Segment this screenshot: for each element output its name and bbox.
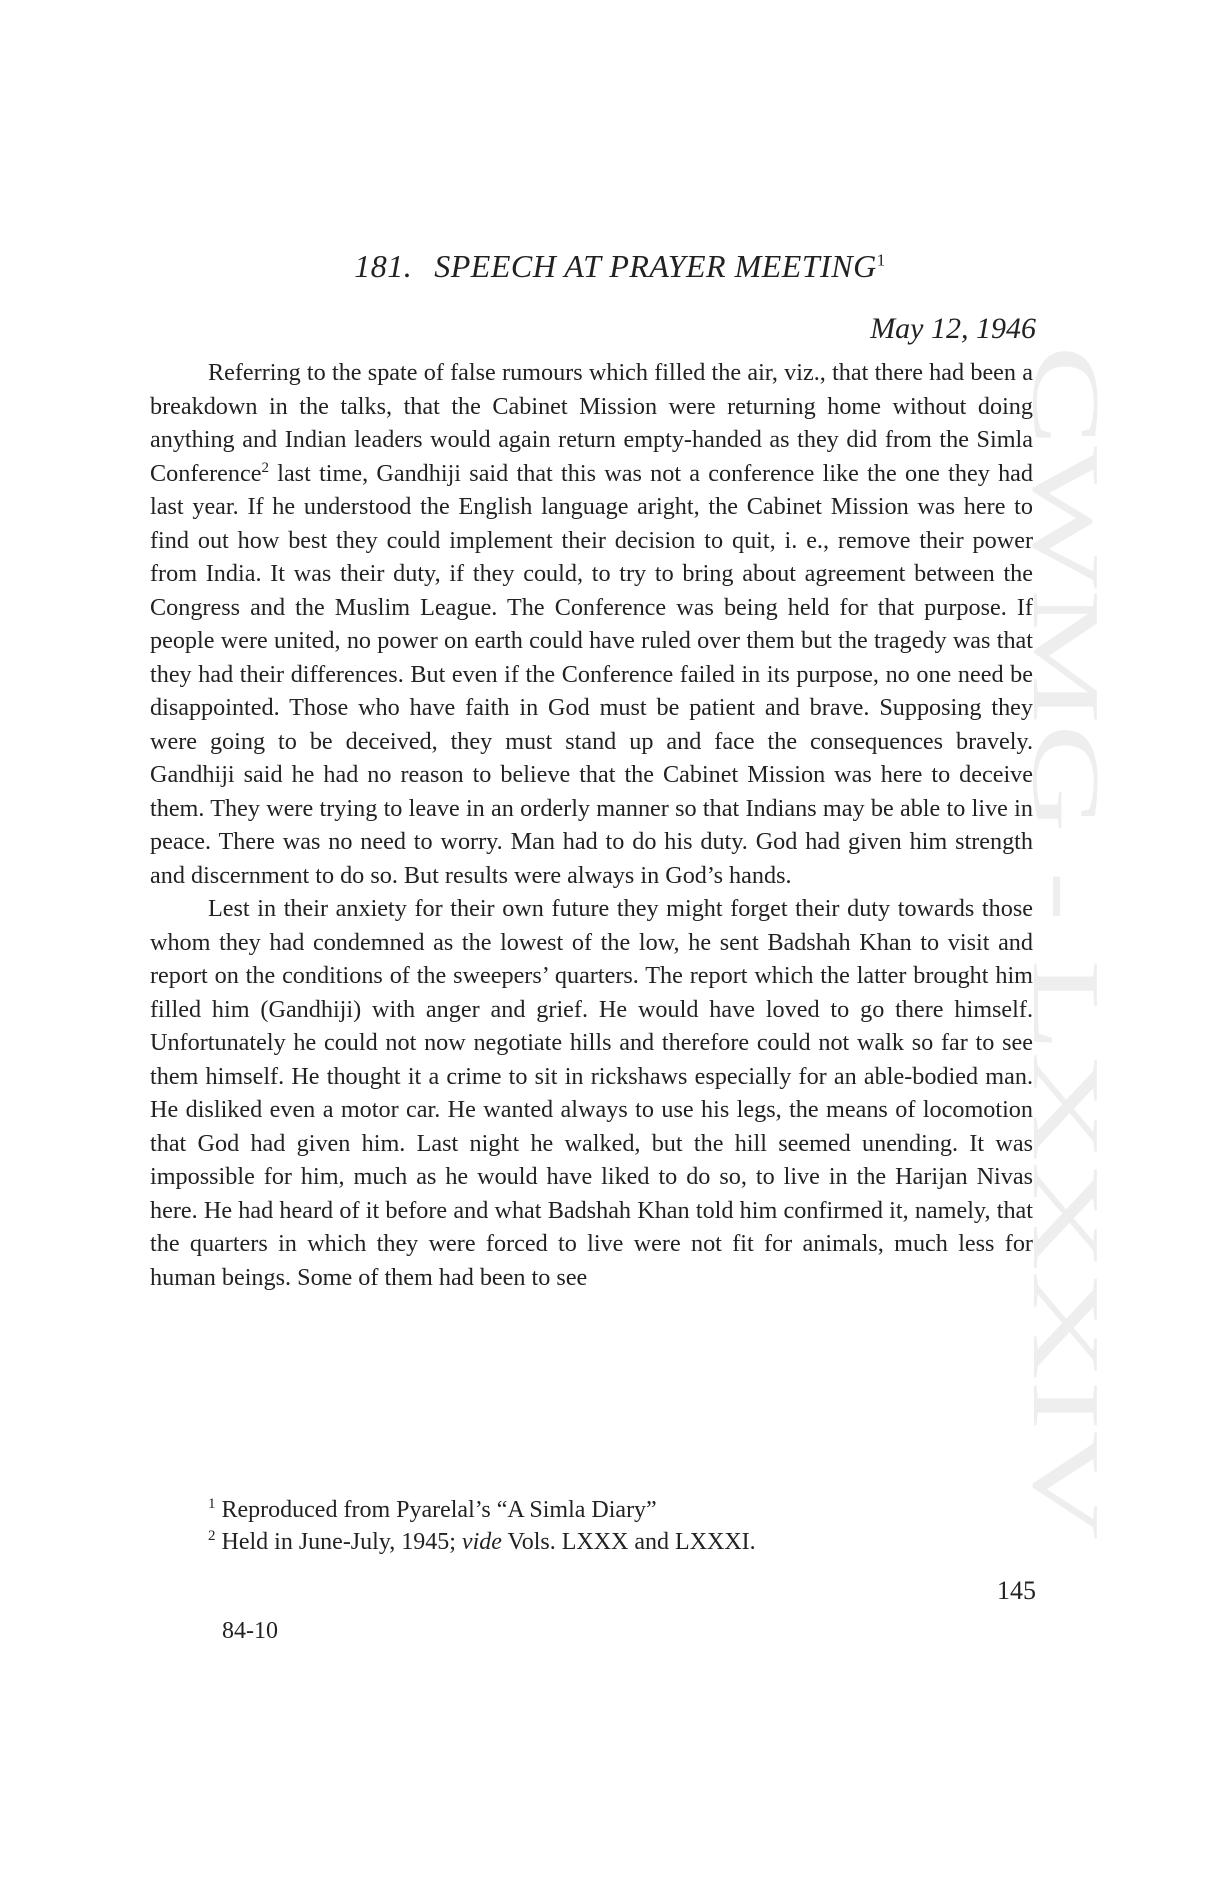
heading-footnote-ref: 1 (876, 250, 886, 270)
footnote-text: Held in June-July, 1945; (221, 1529, 462, 1555)
heading-title: SPEECH AT PRAYER MEETING (434, 248, 877, 284)
footnote-text-italic: vide (461, 1529, 502, 1555)
page-number: 145 (997, 1576, 1036, 1605)
paragraph: Lest in their anxiety for their own future they might forget their duty towards those whom they had condemned as the lowest of the low, he sent Badshah Khan to visit and report on the conditions of the sweepers’ quarters. The report which the latter brought him filled him (Gandhiji) with anger and grief. He would have loved to go there himself. Unfortunately he could not now negotiate hills and therefore could not walk so far to see them himself. He thought it a crime to sit in rickshaws especially for an able-bodied man. He disliked even a motor car. He wanted always to use his legs, the means of locomotion that God had given him. Last night he walked, but the hill seemed unending. It was impossible for him, much as he would have liked to do so, to live in the Harijan Nivas here. He had heard of it before and what Badshah Khan told him confirmed it, namely, that the quarters in which they were forced to live were not fit for animals, much less for human beings. Some of them had been to see (150, 895, 1033, 1291)
body-text (150, 356, 1033, 1294)
footnote (208, 1494, 1028, 1526)
signature-mark: 84-10 (222, 1618, 278, 1644)
speech-date: May 12, 1946 (870, 312, 1036, 345)
page-heading (240, 248, 1000, 285)
footnote-number: 1 (208, 1496, 216, 1512)
footnote (208, 1526, 1028, 1558)
footnote-text: Vols. LXXX and LXXXI. (501, 1529, 756, 1555)
paragraph-text: Referring to the spate of false rumours which filled the air, viz., that there had been a breakdown in the talks, that the Cabinet Mission were returning home without doing anything and Indian leaders would again return empty-handed as they did from the Simla Conference (150, 359, 1033, 487)
paragraph (150, 356, 1033, 892)
heading-number: 181. (354, 248, 413, 284)
paragraph-text: last time, Gandhiji said that this was not a conference like the one they had last year. If he understood the English language aright, the Cabinet Mission was here to find out how best they could implement their decision to quit, i. e., remove their power from India. It was their duty, if they could, to try to bring about agreement between the Congress and the Muslim League. The Conference was being held for that purpose. If people were united, no power on earth could have ruled over them but the tragedy was that they had their differences. But even if the Conference failed in its purpose, no one need be disappointed. Those who have faith in God must be patient and brave. Supposing they were going to be deceived, they must stand up and face the consequences bravely. Gandhiji said he had no reason to believe that the Cabinet Mission was here to deceive them. They were trying to leave in an orderly manner so that Indians may be able to live in peace. There was no need to worry. Man had to do his duty. God had given him strength and discernment to do so. But results were always in God’s hands. (150, 459, 1033, 889)
footnote-number: 2 (208, 1528, 216, 1544)
watermark-text: CWMG - LXXXIV (1013, 345, 1112, 1103)
footnote-ref: 2 (261, 459, 269, 476)
footnote-text: Reproduced from Pyarelal’s “A Simla Diary” (221, 1497, 657, 1523)
footnotes (208, 1494, 1028, 1558)
